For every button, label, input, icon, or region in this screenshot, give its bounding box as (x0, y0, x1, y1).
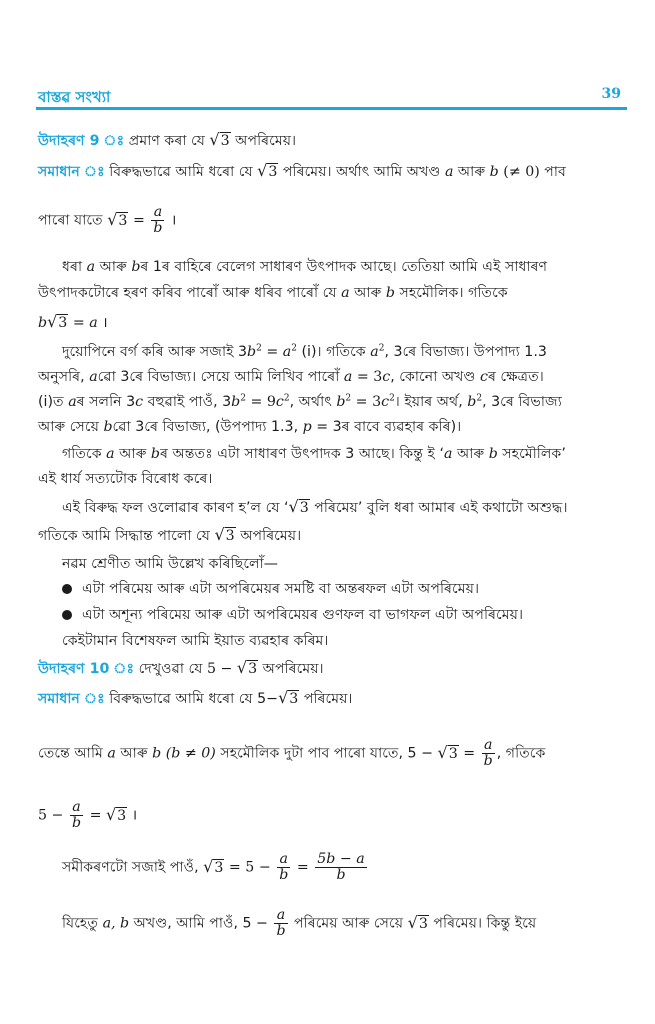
sqrt-3: √3 (278, 688, 299, 707)
fraction-a-over-b: $\frac{a}{b}$ (71, 799, 82, 831)
solution-10-line-2: তেন্তে আমি a আৰু b (b ≠ 0) সহমৌলিক দুটা পাব পাৰো যাতে, 5 − √3 = $\frac{a}{b}$ , গতিকে (38, 737, 546, 769)
conclusion-9: গতিকে আমি সিদ্ধান্ত পালো যে √3 অপৰিমেয়। (38, 525, 302, 544)
example-10-statement: উদাহৰণ 10 ঃ দেখুওৱা যে 5 − √3 অপৰিমেয়। (38, 658, 324, 677)
paragraph-2-line-3: (i)ত aৰ সলনি 3c বহুৱাই পাওঁ, $3b^2 = 9c^2$, অৰ্থাৎ $b^2$ = $3c^2।$ ইয়াৰ অৰ্থ, $b^2$, 3ৰে বিভাজ্য (38, 393, 562, 410)
solution-10-line-4: সমীকৰণটো সজাই পাওঁ, √3 = 5 − $\frac{a}{b}$ = $\frac{5b - a}{b}$ (62, 851, 365, 883)
paragraph-2-line-1: দুয়োপিনে বৰ্গ কৰি আৰু সজাই $3b^2 = a^2$ (i)। গতিকে $a^2$, 3ৰে বিভাজ্য। উপপাদ্য 1.3 (62, 343, 547, 360)
notes-bullet-1: এটা পৰিমেয় আৰু এটা অপৰিমেয়ৰ সমষ্টি বা অন্তৰফল এটা অপৰিমেয়। (62, 579, 627, 599)
notes-bullet-2: এটা অশূন্য পৰিমেয় আৰু এটা অপৰিমেয়ৰ গুণফল বা ভাগফল এটা অপৰিমেয়। (62, 605, 627, 625)
sqrt-3: √3 (214, 525, 235, 544)
paragraph-1-line-3: b√3 = a । (38, 312, 108, 331)
sqrt-3: √3 (105, 804, 127, 824)
fraction-a-over-b: $\frac{a}{b}$ (276, 907, 286, 939)
sqrt-3: √3 (257, 161, 278, 180)
page-number: 39 (601, 86, 621, 102)
sqrt-3: √3 (209, 130, 230, 149)
sqrt-3: √3 (203, 856, 224, 876)
sqrt-3: √3 (47, 312, 68, 331)
fraction-a-over-b: $\frac{a}{b}$ (279, 851, 289, 883)
solution-10-label: সমাধান ঃ (38, 691, 105, 707)
notes-outro: কেইটামান বিশেষফল আমি ইয়াত ব্যৱহাৰ কৰিম। (62, 633, 329, 649)
fraction-a-over-b: $\frac{a}{b}$ (153, 204, 163, 236)
fraction-5b-minus-a-over-b: $\frac{5b - a}{b}$ (317, 851, 365, 883)
paragraph-4: এই বিৰুদ্ধ ফল ওলোৱাৰ কাৰণ হ’ল যে ‘√3 পৰিমেয়’ বুলি ধৰা আমাৰ এই কথাটো অশুদ্ধ। (62, 497, 568, 516)
paragraph-1-line-2: উৎপাদকটোৰে হৰণ কৰিব পাৰোঁ আৰু ধৰিব পাৰোঁ যে a আৰু b সহমৌলিক। গতিকে (38, 285, 508, 301)
example-10-label: উদাহৰণ 10 ঃ (38, 661, 135, 677)
solution-10-line-3: 5 − $\frac{a}{b}$ = √3 । (38, 799, 138, 831)
header-rule (36, 107, 627, 110)
sqrt-3: √3 (437, 742, 458, 762)
sqrt-3: √3 (288, 497, 309, 516)
solution-9-line-2: পাৰো যাতে √3 = $\frac{a}{b}$ । (38, 204, 177, 236)
bullet-icon (62, 610, 72, 620)
sqrt-3: √3 (107, 209, 128, 229)
solution-10-line-5: যিহেতু a, b অখণ্ড, আমি পাওঁ, 5 − $\frac{a}{b}$ পৰিমেয় আৰু সেয়ে √3 পৰিমেয়। কিন্তু ইয়ে (62, 907, 537, 939)
fraction-a-over-b: $\frac{a}{b}$ (483, 737, 493, 769)
chapter-title: বাস্তৱ সংখ্যা (38, 88, 111, 106)
solution-9-label: সমাধান ঃ (38, 164, 105, 180)
example-9-statement: উদাহৰণ 9 ঃ প্ৰমাণ কৰা যে √3 অপৰিমেয়। (38, 130, 297, 149)
example-9-label: উদাহৰণ 9 ঃ (38, 133, 125, 149)
paragraph-3-line-1: গতিকে a আৰু bৰ অন্ততঃ এটা সাধাৰণ উৎপাদক 3 আছে। কিন্তু ই ‘a আৰু b সহমৌলিক’ (62, 446, 566, 462)
bullet-icon (62, 584, 72, 594)
solution-10-line-1: সমাধান ঃ বিৰুদ্ধভাৱে আমি ধৰো যে 5−√3 পৰিমেয়। (38, 688, 353, 707)
sqrt-3: √3 (236, 658, 258, 677)
solution-9-line-1: সমাধান ঃ বিৰুদ্ধভাৱে আমি ধৰো যে √3 পৰিমেয়। অৰ্থাৎ আমি অখণ্ড a আৰু b (≠ 0) পাব (38, 161, 566, 180)
sqrt-3: √3 (407, 912, 428, 932)
paragraph-2-line-2: অনুসৰি, aৱো 3ৰে বিভাজ্য। সেয়ে আমি লিখিব পাৰোঁ a = 3c, কোনো অখণ্ড cৰ ক্ষেত্ৰত। (38, 369, 544, 385)
notes-intro: নৱম শ্ৰেণীত আমি উল্লেখ কৰিছিলোঁ— (62, 556, 278, 572)
paragraph-2-line-4: আৰু সেয়ে bৱো 3ৰে বিভাজ্য, (উপপাদ্য 1.3, p = 3ৰ বাবে ব্যৱহাৰ কৰি)। (38, 419, 462, 435)
paragraph-1-line-1: ধৰা a আৰু bৰ 1ৰ বাহিৰে বেলেগ সাধাৰণ উৎপাদক আছে। তেতিয়া আমি এই সাধাৰণ (62, 259, 548, 275)
paragraph-3-line-2: এই ধাৰ্য সত্যটোক বিৰোধ কৰে। (38, 471, 213, 487)
